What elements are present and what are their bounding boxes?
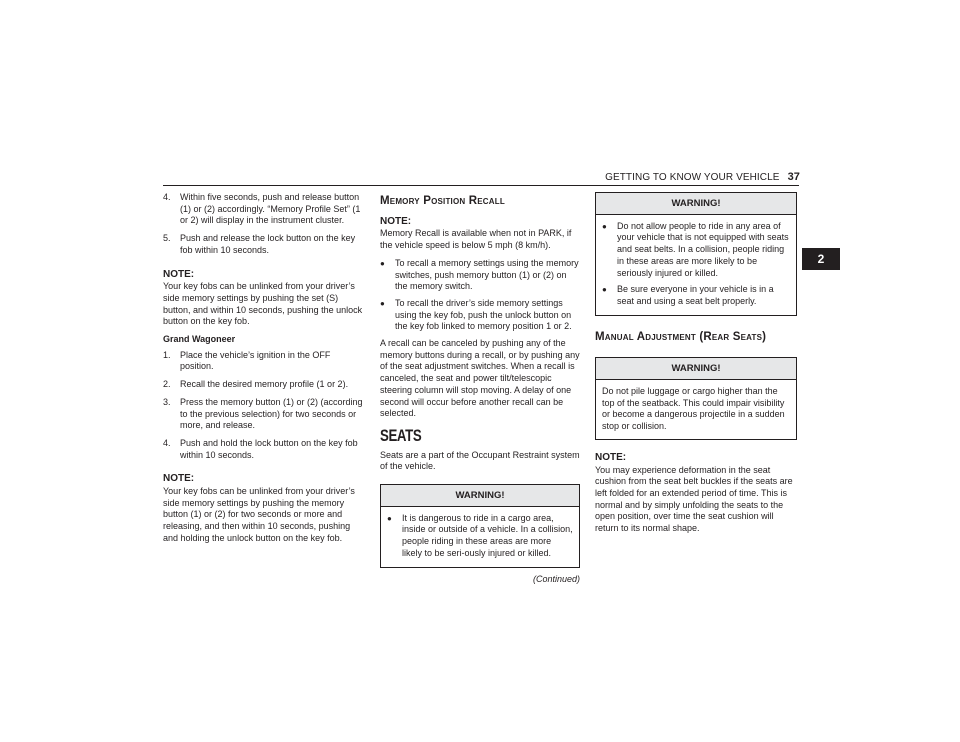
section-heading-seats: SEATS (380, 425, 422, 445)
note-text: Your key fobs can be unlinked from your driver’s side memory settings by pushing the set (S) button, and within 10 seconds, pushing the unlock button on the key fob. (163, 281, 363, 327)
step-text: Recall the desired memory profile (1 or 2). (180, 379, 349, 390)
note-text: Memory Recall is available when not in PARK, if the vehicle speed is below 5 mph (8 km/h). (380, 228, 572, 251)
subheading-grand-wagoneer: Grand Wagoneer (163, 334, 236, 345)
section-heading-memory-recall: Memory Position Recall (380, 195, 505, 207)
bullet-icon: ● (380, 258, 385, 268)
warning-body (596, 380, 796, 439)
note-label: NOTE: (163, 473, 195, 485)
step-text: Push and release the lock button on the key fob within 10 seconds. (180, 233, 356, 255)
step-item (163, 438, 366, 461)
warning-box (595, 357, 797, 440)
bullet-item (380, 258, 580, 293)
step-number: 4. (163, 192, 171, 202)
bullet-text: Do not allow people to ride in any area of your vehicle that is not equipped with seats and seat belts. In a collision, people riding in these areas are more likely to be seriously injured or killed. (617, 220, 789, 278)
column-2 (380, 192, 580, 585)
step-number: 5. (163, 233, 171, 244)
step-item (163, 379, 366, 391)
note-label: NOTE: (380, 215, 412, 227)
page-header (560, 171, 800, 183)
step-item (163, 350, 366, 373)
chapter-tab: 2 (802, 248, 840, 270)
section-heading-manual-adjustment: Manual Adjustment (Rear Seats) (595, 330, 767, 343)
note-label: NOTE: (163, 268, 195, 280)
warning-text: Do not pile luggage or cargo higher than the top of the seatback. This could impair visibility or become a dangerous projectile in a sudden stop or collision. (602, 386, 785, 432)
header-rule (163, 185, 799, 186)
note-text: Your key fobs can be unlinked from your driver’s side memory settings by pushing the memory button (1) or (2) for two seconds or more and releasing, and then within 10 seconds, pushing and holding the unlock button on the key fob. (163, 486, 355, 543)
bullet-icon: ● (387, 513, 392, 523)
body-paragraph: Seats are a part of the Occupant Restraint system of the vehicle. (380, 449, 580, 472)
step-item (163, 192, 366, 227)
bullet-item (602, 284, 790, 307)
warning-box (595, 192, 797, 316)
warning-box (380, 484, 580, 568)
note-text: You may experience deformation in the seat cushion from the seat belt buckles if the seats are left folded for an extended period of time. This is normal and by simply unfolding the seats to the open position, over time the seat cushion will return to its normal shape. (595, 464, 793, 534)
bullet-icon: ● (602, 285, 607, 295)
warning-body (381, 507, 579, 567)
step-number: 3. (163, 396, 171, 407)
bullet-item (387, 513, 573, 560)
step-text: Place the vehicle’s ignition in the OFF position. (180, 349, 331, 372)
column-1 (163, 192, 366, 551)
bullet-icon: ● (380, 298, 385, 308)
step-number: 4. (163, 437, 171, 448)
step-text: Press the memory button (1) or (2) (according to the previous selection) for two seconds or more, and release. (180, 396, 363, 431)
body-paragraph: A recall can be canceled by pushing any of the memory buttons during a recall, or by pushing any of the seat adjustment switches. When a recall is canceled, the seat and power tilt/telescopic steering column will stop moving. A delay of one second will occur before another recall can be selected. (380, 338, 580, 419)
step-item (163, 233, 366, 256)
column-3 (595, 192, 797, 541)
bullet-text: It is dangerous to ride in a cargo area, inside or outside of a vehicle. In a collision, people riding in these areas are more likely to be seri-ously injured or killed. (402, 512, 573, 558)
continued-label: (Continued) (532, 573, 580, 584)
bullet-item (380, 298, 580, 333)
step-number: 2. (163, 379, 171, 390)
step-text: Within five seconds, push and release button (1) or (2) accordingly. “Memory Profile Set” (1 or 2) will display in the instrument cluster. (180, 192, 361, 226)
bullet-text: Be sure everyone in your vehicle is in a seat and using a seat belt properly. (617, 284, 774, 306)
warning-title: WARNING! (381, 485, 579, 507)
page-number: 37 (787, 171, 800, 183)
header-section-title: GETTING TO KNOW YOUR VEHICLE (605, 172, 780, 183)
step-item (163, 397, 366, 432)
bullet-text: To recall a memory settings using the memory switches, push memory button (1) or (2) on the memory switch. (395, 257, 579, 292)
warning-title: WARNING! (596, 358, 796, 380)
warning-title: WARNING! (596, 193, 796, 215)
note-label: NOTE: (595, 451, 627, 463)
step-number: 1. (163, 349, 171, 360)
bullet-text: To recall the driver’s side memory settings using the key fob, push the unlock button on the key fob linked to memory position 1 or 2. (395, 297, 572, 332)
bullet-icon: ● (602, 221, 607, 231)
step-text: Push and hold the lock button on the key fob within 10 seconds. (180, 437, 358, 460)
warning-body (596, 215, 796, 315)
bullet-item (602, 221, 790, 280)
